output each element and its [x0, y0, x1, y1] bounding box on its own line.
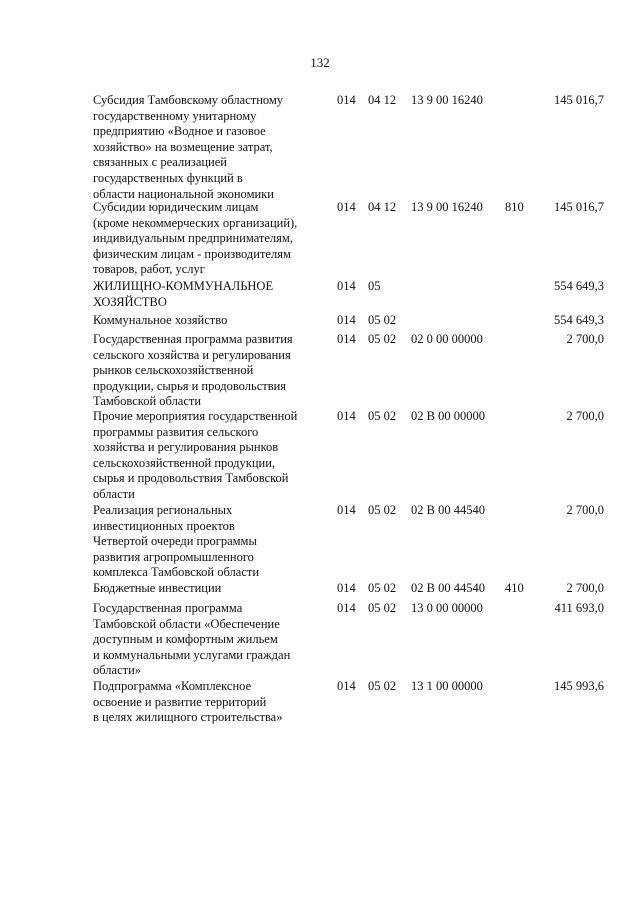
- amount: 2 700,0: [566, 503, 604, 517]
- expense-type-code: 410: [505, 581, 524, 595]
- page-number: 132: [310, 55, 330, 70]
- item-name-line: области национальной экономики: [93, 186, 274, 201]
- item-name-line: хозяйства и регулирования рынков: [93, 440, 279, 455]
- amount: 145 993,6: [554, 679, 604, 693]
- item-name: [93, 581, 325, 597]
- target-article-code: 02 В 00 44540: [411, 503, 485, 517]
- target-article-code: 13 9 00 16240: [411, 93, 483, 107]
- item-name-line: физическим лицам - производителям: [93, 246, 291, 261]
- item-name-line: ЖИЛИЩНО-КОММУНАЛЬНОЕ: [93, 279, 274, 293]
- item-name-line: хозяйство» на возмещение затрат,: [93, 139, 273, 154]
- item-name-line: области»: [93, 663, 142, 678]
- section-code: 05 02: [368, 601, 397, 615]
- item-name: [93, 601, 325, 679]
- item-name-line: Прочие мероприятия государственной: [93, 409, 298, 423]
- section-code: 04 12: [368, 93, 397, 107]
- item-name: [93, 313, 325, 329]
- target-article-code: 02 В 00 00000: [411, 409, 485, 423]
- target-article-code: 13 1 00 00000: [411, 679, 483, 693]
- target-article-code: 13 9 00 16240: [411, 200, 483, 214]
- expense-type-code: 810: [505, 200, 524, 214]
- section-code: 05: [368, 279, 381, 293]
- item-name-line: программы развития сельского: [93, 424, 259, 439]
- ved-code: 014: [337, 332, 356, 346]
- item-name-line: предприятию «Водное и газовое: [93, 124, 266, 139]
- item-name-line: Коммунальное хозяйство: [93, 313, 228, 327]
- amount: 554 649,3: [554, 279, 604, 293]
- item-name-line: развития агропромышленного: [93, 549, 254, 564]
- item-name-line: (кроме некоммерческих организаций),: [93, 215, 298, 230]
- amount: 2 700,0: [566, 409, 604, 423]
- ved-code: 014: [337, 279, 356, 293]
- item-name: [93, 409, 325, 503]
- item-name-line: Бюджетные инвестиции: [93, 581, 222, 595]
- section-code: 05 02: [368, 679, 397, 693]
- ved-code: 014: [337, 313, 356, 327]
- item-name-line: сельскохозяйственной продукции,: [93, 455, 276, 470]
- item-name-line: связанных с реализацией: [93, 155, 227, 170]
- section-code: 05 02: [368, 332, 397, 346]
- amount: 145 016,7: [554, 93, 604, 107]
- item-name: [93, 93, 325, 202]
- section-code: 05 02: [368, 313, 397, 327]
- section-code: 05 02: [368, 409, 397, 423]
- item-name-line: Государственная программа развития: [93, 332, 293, 346]
- section-code: 05 02: [368, 581, 397, 595]
- target-article-code: 02 0 00 00000: [411, 332, 483, 346]
- item-name: [93, 200, 325, 278]
- item-name-line: Подпрограмма «Комплексное: [93, 679, 252, 693]
- ved-code: 014: [337, 93, 356, 107]
- item-name-line: доступным и комфортным жильем: [93, 632, 278, 647]
- item-name-line: рынков сельскохозяйственной: [93, 363, 254, 378]
- target-article-code: 02 В 00 44540: [411, 581, 485, 595]
- item-name-line: в целях жилищного строительства»: [93, 710, 283, 725]
- ved-code: 014: [337, 409, 356, 423]
- amount: 411 693,0: [554, 601, 604, 615]
- item-name-line: комплекса Тамбовской области: [93, 565, 260, 580]
- ved-code: 014: [337, 503, 356, 517]
- item-name-line: ХОЗЯЙСТВО: [93, 294, 167, 309]
- ved-code: 014: [337, 679, 356, 693]
- item-name-line: области: [93, 486, 135, 501]
- item-name-line: продукции, сырья и продовольствия: [93, 378, 287, 393]
- item-name-line: Тамбовской области: [93, 394, 202, 409]
- section-code: 04 12: [368, 200, 397, 214]
- item-name: [93, 679, 325, 726]
- item-name-line: Реализация региональных: [93, 503, 233, 517]
- item-name-line: сельского хозяйства и регулирования: [93, 347, 291, 362]
- amount: 554 649,3: [554, 313, 604, 327]
- item-name: [93, 332, 325, 410]
- item-name: [93, 279, 325, 310]
- ved-code: 014: [337, 601, 356, 615]
- item-name-line: государственному унитарному: [93, 108, 257, 123]
- ved-code: 014: [337, 581, 356, 595]
- amount: 145 016,7: [554, 200, 604, 214]
- item-name-line: и коммунальными услугами граждан: [93, 647, 291, 662]
- item-name-line: Четвертой очереди программы: [93, 534, 257, 549]
- section-code: 05 02: [368, 503, 397, 517]
- item-name-line: государственных функций в: [93, 170, 243, 185]
- amount: 2 700,0: [566, 332, 604, 346]
- item-name-line: Государственная программа: [93, 601, 243, 615]
- target-article-code: 13 0 00 00000: [411, 601, 483, 615]
- item-name-line: индивидуальным предпринимателям,: [93, 231, 293, 246]
- item-name-line: товаров, работ, услуг: [93, 262, 205, 277]
- item-name: [93, 503, 325, 581]
- item-name-line: сырья и продовольствия Тамбовской: [93, 471, 289, 486]
- item-name-line: инвестиционных проектов: [93, 518, 235, 533]
- item-name-line: Тамбовской области «Обеспечение: [93, 616, 280, 631]
- amount: 2 700,0: [566, 581, 604, 595]
- ved-code: 014: [337, 200, 356, 214]
- item-name-line: Субсидии юридическим лицам: [93, 200, 259, 214]
- item-name-line: Субсидия Тамбовскому областному: [93, 93, 284, 107]
- item-name-line: освоение и развитие территорий: [93, 694, 267, 709]
